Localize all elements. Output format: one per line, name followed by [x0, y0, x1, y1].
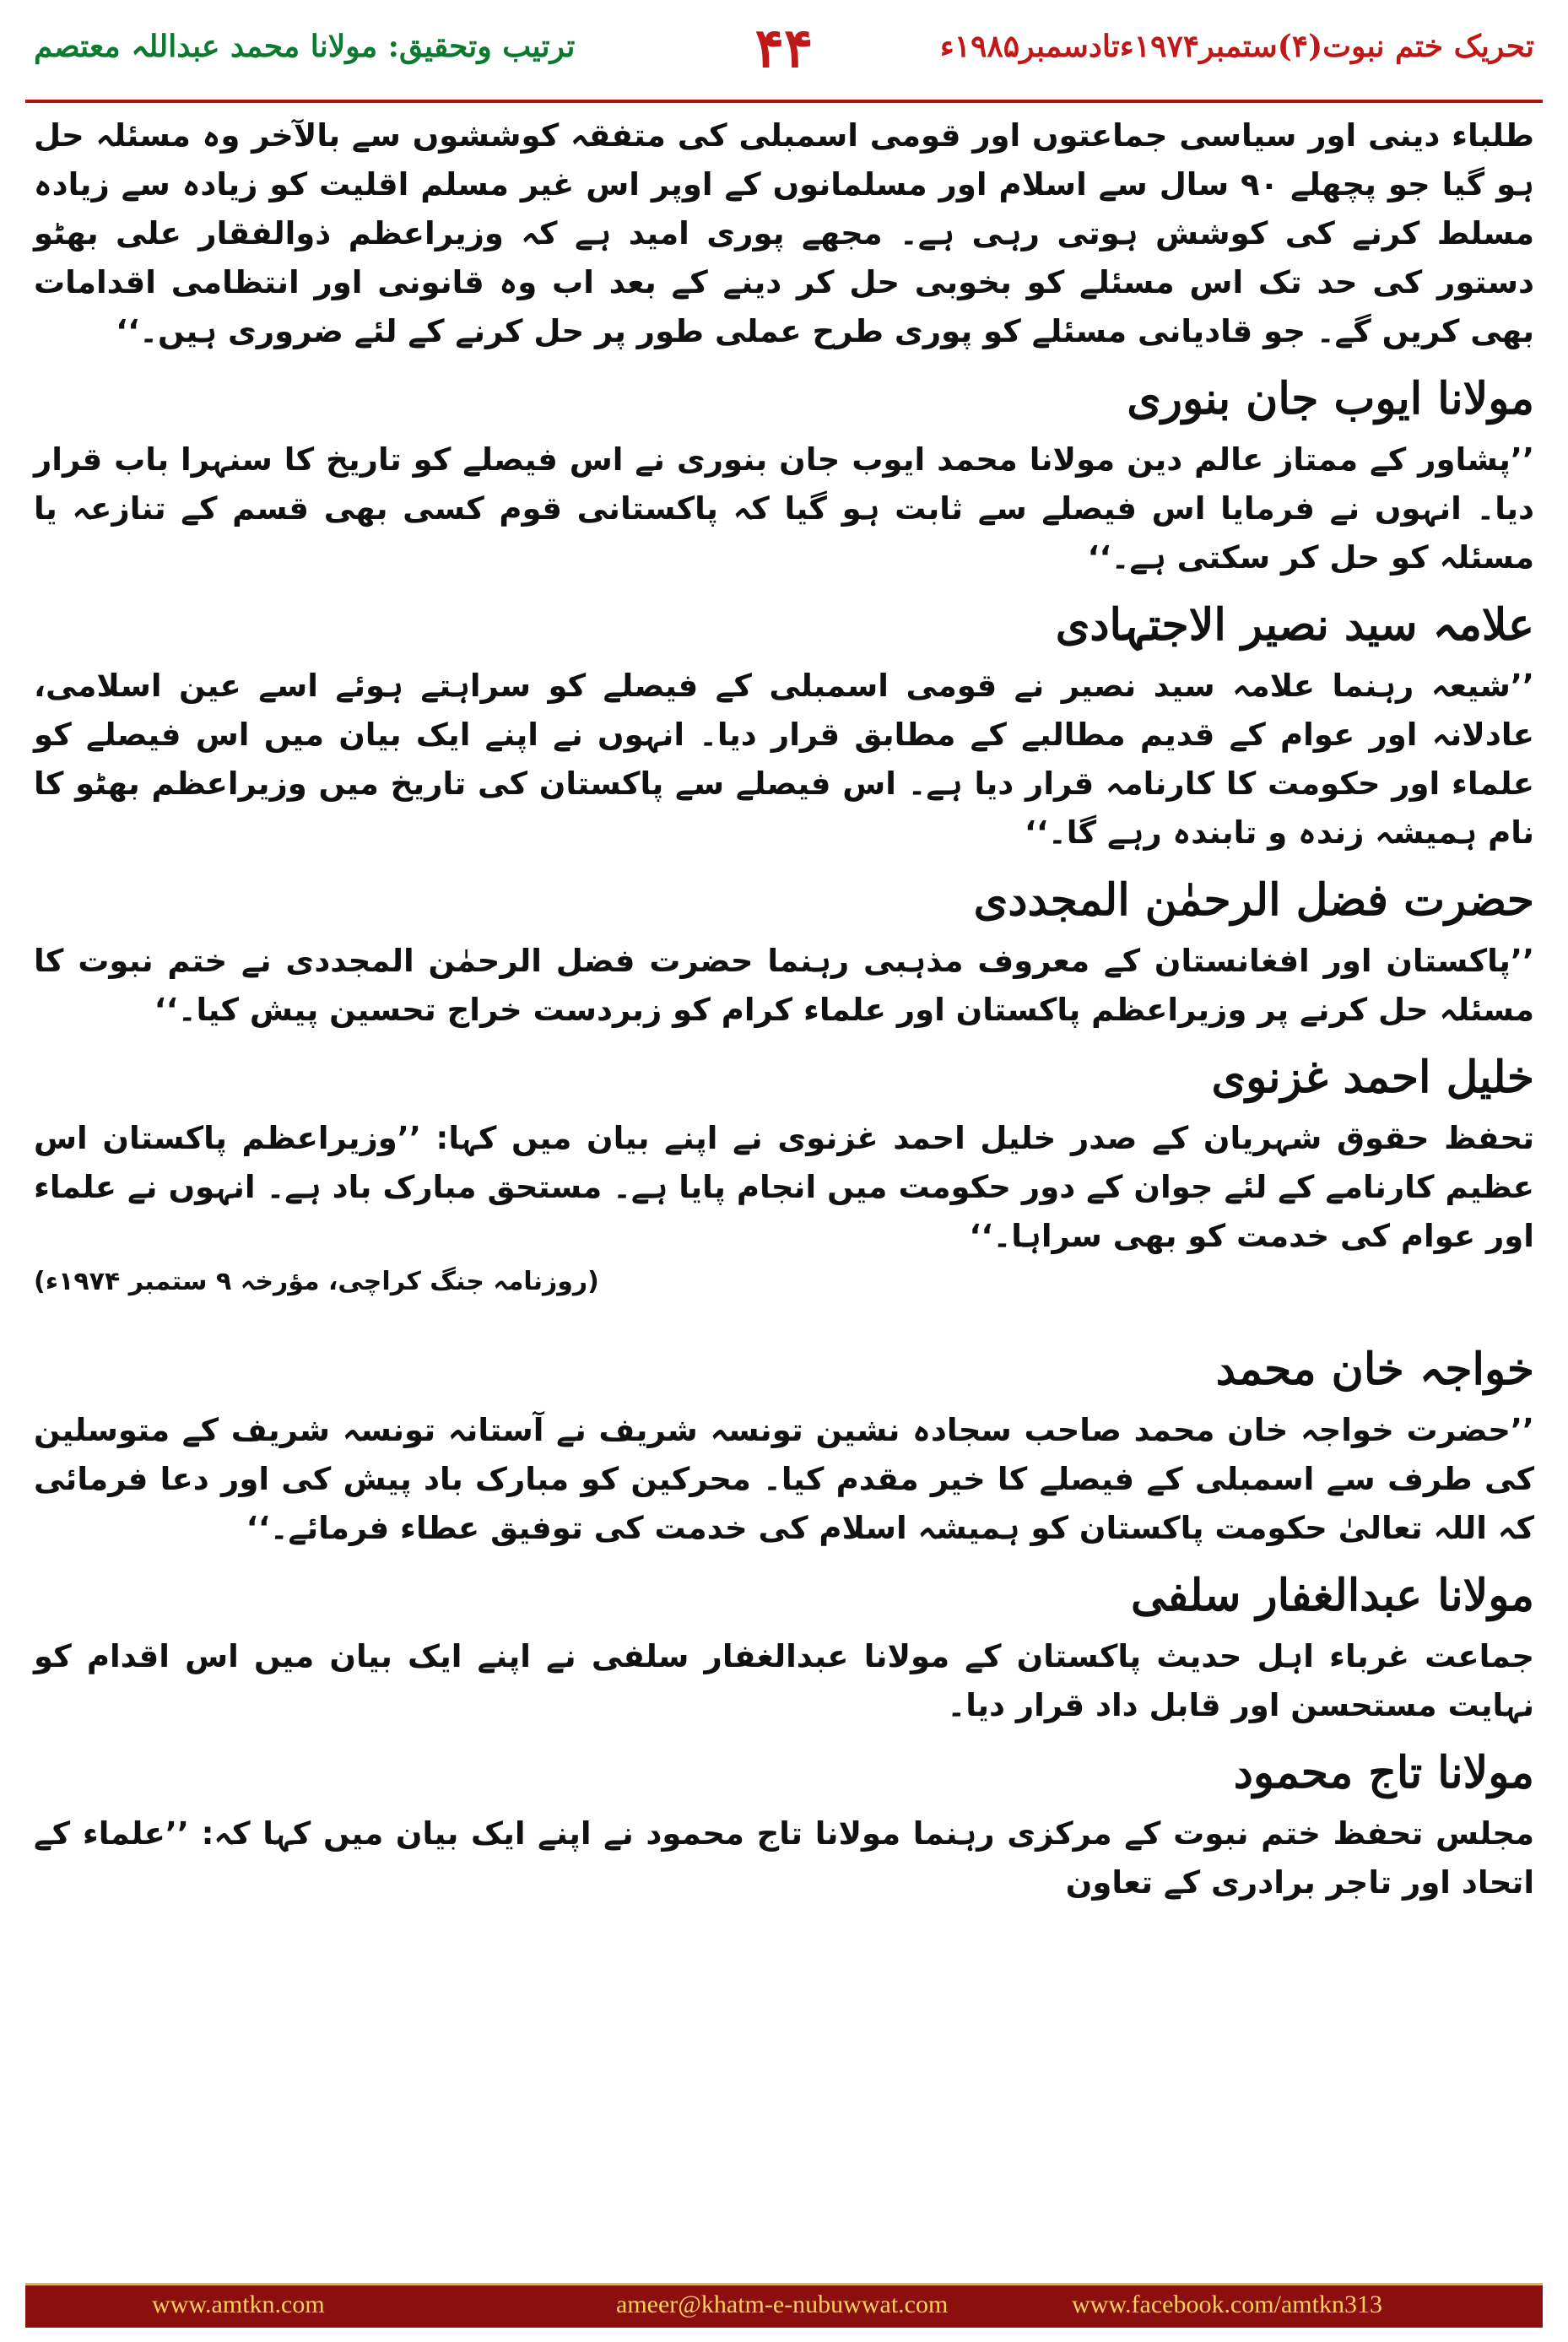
compiler-credit: ترتیب وتحقیق: مولانا محمد عبداللہ معتصم: [34, 29, 576, 64]
book-title: تحریک ختم نبوت(۴)ستمبر۱۹۷۴ءتادسمبر۱۹۸۵ء: [939, 29, 1534, 64]
page-content: [34, 111, 1534, 2234]
section-heading: خلیل احمد غزنوی: [1211, 1052, 1534, 1103]
source-citation: (روزنامہ جنگ کراچی، مؤرخہ ۹ ستمبر ۱۹۷۴ء): [34, 1267, 599, 1296]
section-paragraph: جماعت غرباء اہل حدیث پاکستان کے مولانا عبدالغفار سلفی نے اپنے ایک بیان میں اس اقدام کو نہایت مستحسن اور قابل داد قرار دیا۔: [34, 1638, 1534, 1723]
section-paragraph: ’’پاکستان اور افغانستان کے معروف مذہبی رہنما حضرت فضل الرحمٰن المجددی نے ختم نبوت کا مسئلہ حل کرنے پر وزیراعظم پاکستان اور علماء کرام کو زبردست خراج تحسین پیش کیا۔‘‘: [34, 943, 1534, 1028]
intro-paragraph: طلباء دینی اور سیاسی جماعتوں اور قومی اسمبلی کی متفقہ کوششوں سے بالآخر وہ مسئلہ حل ہو گیا جو پچھلے ۹۰ سال سے اسلام اور مسلمانوں کے اوپر اس غیر مسلم اقلیت کو زیادہ سے زیادہ مسلط کرنے کی کوشش ہوتی رہی ہے۔ مجھے پوری امید ہے کہ وزیراعظم ذوالفقار علی بھٹو دستور کی حد تک اس مسئلے کو بخوبی حل کر دینے کے بعد اب وہ قانونی اور انتظامی اقدامات بھی کریں گے۔ جو قادیانی مسئلے کو پوری طرح عملی طور پر حل کرنے کے لئے ضروری ہیں۔‘‘: [34, 117, 1534, 349]
section-paragraph: مجلس تحفظ ختم نبوت کے مرکزی رہنما مولانا تاج محمود نے اپنے ایک بیان میں کہا کہ: ’’علماء کے اتحاد اور تاجر برادری کے تعاون: [34, 1815, 1534, 1901]
section-heading: خواجہ خان محمد: [1215, 1344, 1534, 1395]
section-paragraph: ’’پشاور کے ممتاز عالم دین مولانا محمد ایوب جان بنوری نے اس فیصلے کو تاریخ کا سنہرا باب قرار دیا۔ انہوں نے فرمایا اس فیصلے سے ثابت ہو گیا کہ پاکستانی قوم کسی بھی قسم کے تنازعہ یا مسئلہ کو حل کر سکتی ہے۔‘‘: [34, 441, 1534, 576]
website-link[interactable]: www.amtkn.com: [152, 2291, 325, 2318]
page-number: ۴۴: [754, 17, 814, 80]
section-heading: مولانا عبدالغفار سلفی: [1131, 1570, 1534, 1621]
email-link[interactable]: ameer@khatm-e-nubuwwat.com: [616, 2291, 949, 2318]
section-heading: مولانا تاج محمود: [1233, 1747, 1534, 1798]
section-paragraph: ’’حضرت خواجہ خان محمد صاحب سجادہ نشین تونسہ شریف نے آستانہ تونسہ شریف کے متوسلین کی طرف سے اسمبلی کے فیصلے کا خیر مقدم کیا۔ محرکین کو مبارک باد پیش کی اور دعا فرمائی کہ اللہ تعالیٰ حکومت پاکستان کو ہمیشہ اسلام کی خدمت کی توفیق عطاء فرمائے۔‘‘: [34, 1412, 1534, 1546]
page-footer: [25, 2283, 1543, 2328]
header-divider: [25, 100, 1543, 103]
page-header: [25, 17, 1543, 93]
section-heading: علامہ سید نصیر الاجتہادی: [1055, 599, 1534, 651]
section-paragraph: تحفظ حقوق شہریان کے صدر خلیل احمد غزنوی نے اپنے بیان میں کہا: ’’وزیراعظم پاکستان اس عظیم کارنامے کے لئے جوان کے دور حکومت میں انجام پایا ہے۔ مستحق مبارک باد ہے۔ انہوں نے علماء اور عوام کی خدمت کو بھی سراہا۔‘‘: [34, 1120, 1534, 1254]
section-paragraph: ’’شیعہ رہنما علامہ سید نصیر نے قومی اسمبلی کے فیصلے کو سراہتے ہوئے اسے عین اسلامی، عادلانہ اور عوام کے قدیم مطالبے کے مطابق قرار دیا۔ انہوں نے اپنے ایک بیان میں اس فیصلے کو علماء اور حکومت کا کارنامہ قرار دیا ہے۔ اس فیصلے سے پاکستان کی تاریخ میں وزیراعظم بھٹو کا نام ہمیشہ زندہ و تابندہ رہے گا۔‘‘: [34, 668, 1534, 851]
facebook-link[interactable]: www.facebook.com/amtkn313: [1072, 2291, 1382, 2318]
section-heading: مولانا ایوب جان بنوری: [1127, 373, 1534, 425]
section-heading: حضرت فضل الرحمٰن المجددی: [973, 874, 1534, 926]
